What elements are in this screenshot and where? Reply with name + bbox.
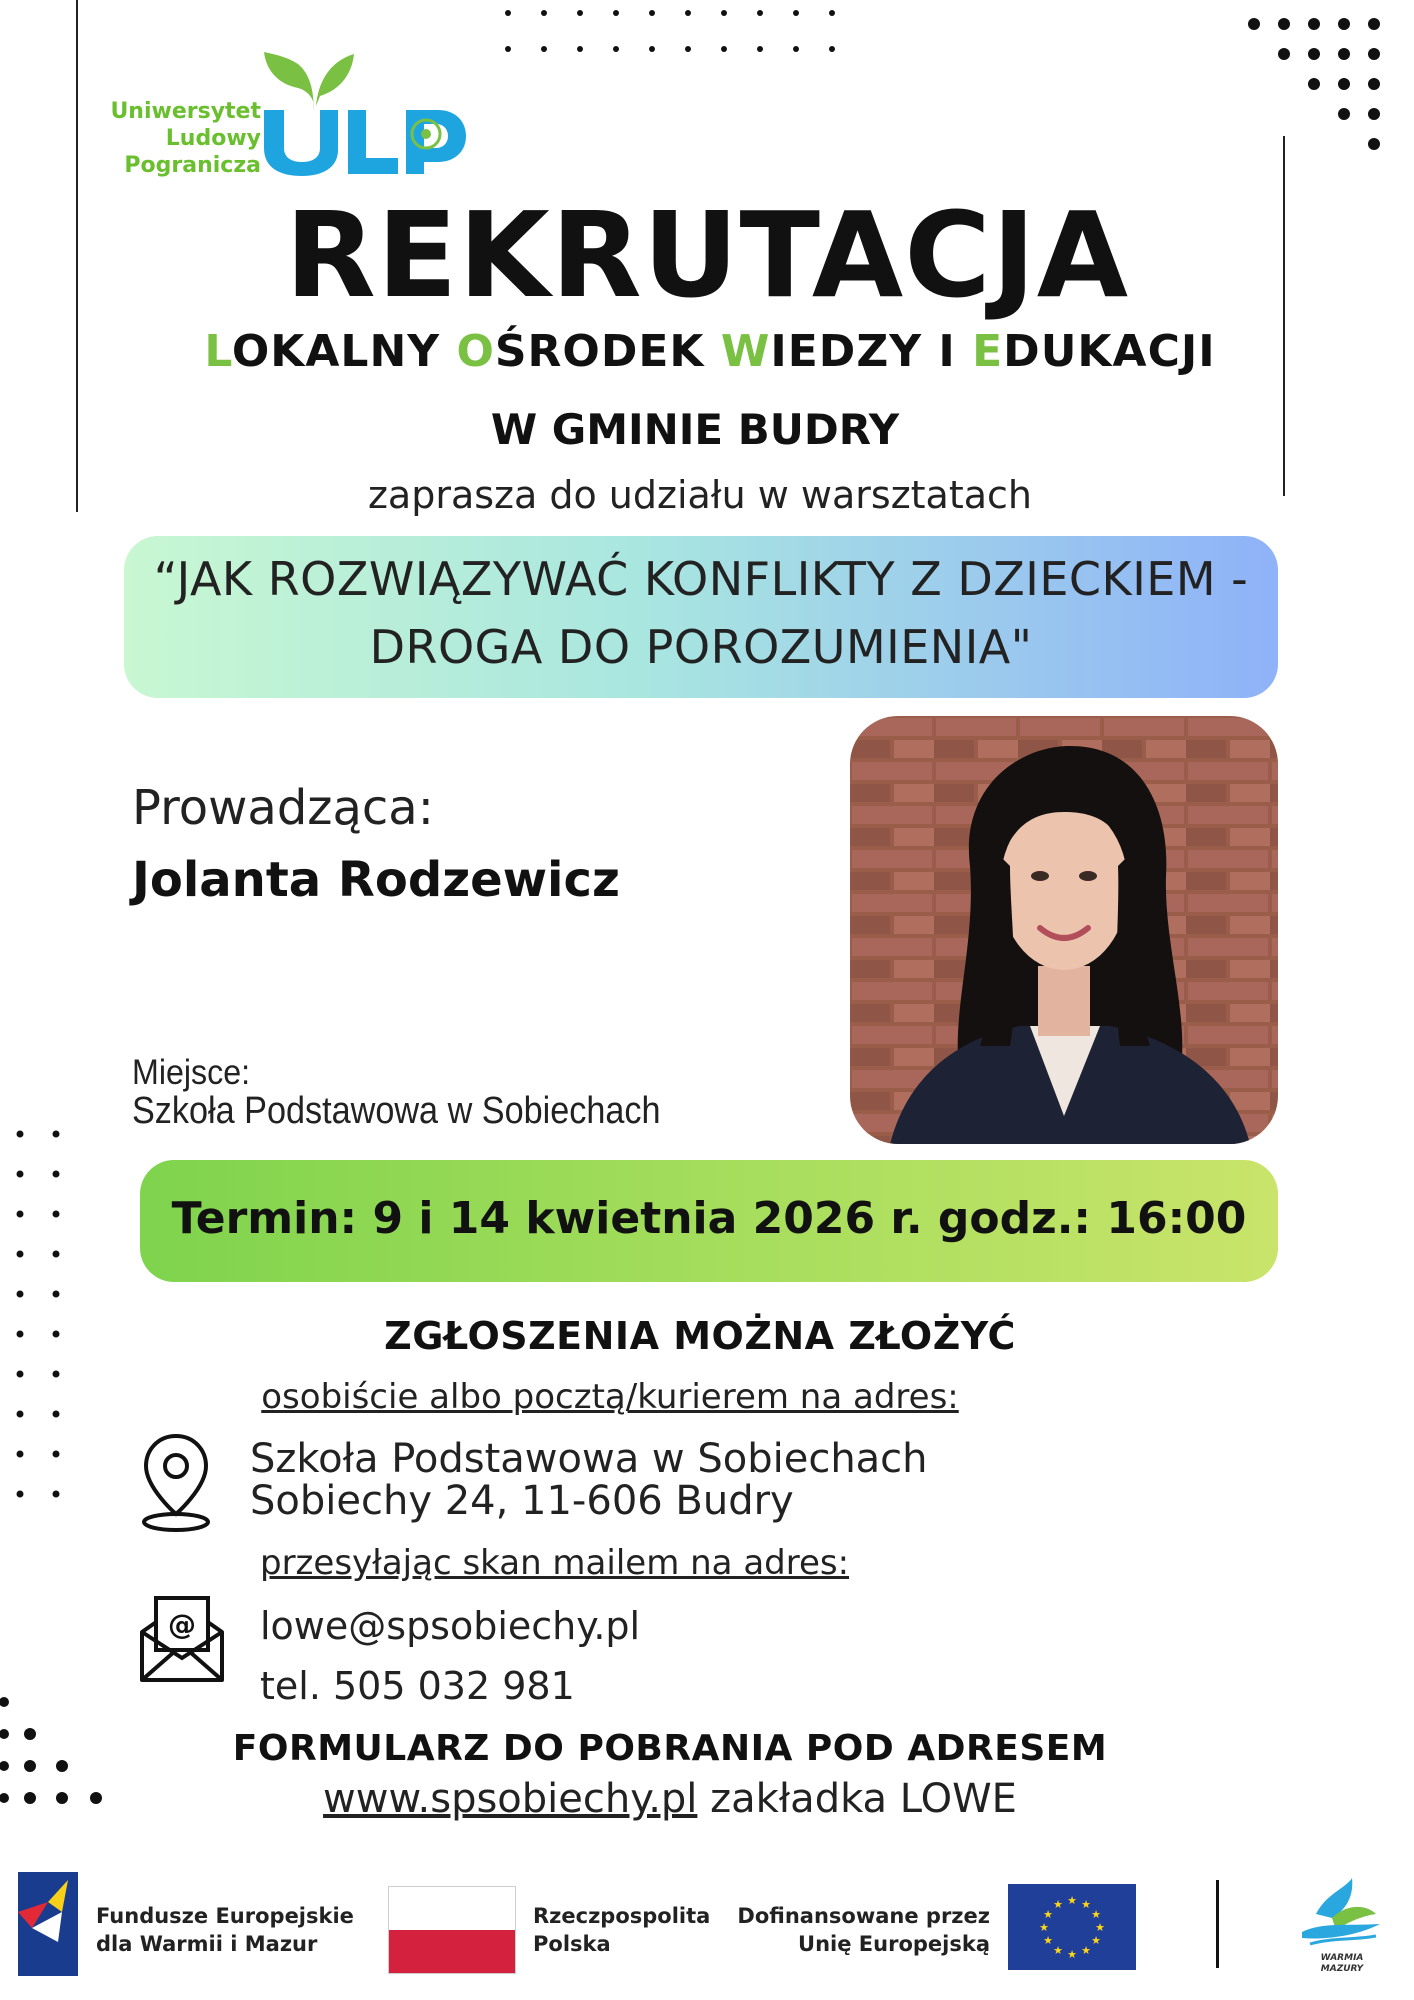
svg-text:★: ★ — [1091, 1908, 1101, 1921]
svg-text:MAZURY: MAZURY — [1320, 1964, 1364, 1974]
dot-pattern-top-right — [1240, 10, 1414, 180]
workshop-title-line-2: DROGA DO POROZUMIENIA" — [369, 620, 1033, 674]
dot-pattern-left — [10, 1126, 70, 1516]
address-line-1: Szkoła Podstawowa w Sobiechach — [250, 1436, 928, 1482]
svg-text:★: ★ — [1081, 1944, 1091, 1957]
form-url-suffix: zakładka LOWE — [697, 1776, 1017, 1822]
organization-name-part: IEDZY I — [770, 326, 973, 377]
applications-mode-email: przesyłając skan mailem na adres: — [260, 1543, 850, 1583]
form-url-link[interactable]: www.spsobiechy.pl — [323, 1776, 698, 1822]
workshop-title-line-1: “JAK ROZWIĄZYWAĆ KONFLIKTY Z DZIECKIEM - — [153, 552, 1249, 606]
organization-name-part: ŚRODEK — [494, 326, 721, 377]
page-title: REKRUTACJA — [284, 186, 1130, 324]
european-funds-logo-icon — [18, 1872, 78, 1976]
form-heading: FORMULARZ DO POBRANIA POD ADRESEM — [232, 1728, 1108, 1769]
place-value: Szkoła Podstawowa w Sobiechach — [132, 1090, 661, 1132]
svg-text:★: ★ — [1043, 1934, 1053, 1947]
lead-name: Jolanta Rodzewicz — [132, 852, 620, 908]
form-url-line — [160, 1776, 1180, 1822]
term-text: Termin: 9 i 14 kwietnia 2026 r. godz.: 16:00 — [171, 1193, 1247, 1244]
location-pin-icon — [136, 1430, 216, 1534]
place-label: Miejsce: — [132, 1053, 251, 1092]
eu-flag-icon — [1008, 1884, 1136, 1970]
svg-text:★: ★ — [1095, 1921, 1105, 1934]
svg-text:@: @ — [168, 1608, 196, 1641]
poland-line-2: Polska — [533, 1932, 611, 1956]
svg-text:★: ★ — [1067, 1948, 1077, 1961]
logo-line-2: Ludowy — [165, 126, 261, 151]
dot-pattern-top — [505, 10, 837, 52]
poland-text — [533, 1902, 710, 1958]
organization-name-part: E — [972, 326, 1004, 377]
lead-portrait-photo — [850, 716, 1278, 1144]
footer-divider — [1216, 1880, 1219, 1968]
invitation-text: zaprasza do udziału w warsztatach — [367, 473, 1033, 517]
organization-name — [160, 326, 1260, 377]
contact-email[interactable]: lowe@spsobiechy.pl — [260, 1604, 641, 1648]
organization-name-part: OKALNY — [231, 326, 457, 377]
organization-name-part: L — [204, 326, 232, 377]
eu-line-2: Unię Europejską — [798, 1932, 990, 1956]
organization-name-part: W — [720, 326, 771, 377]
municipality-name: W GMINIE BUDRY — [490, 405, 900, 454]
email-envelope-icon — [136, 1592, 228, 1686]
organization-name-part: O — [456, 326, 495, 377]
svg-text:★: ★ — [1043, 1908, 1053, 1921]
svg-text:★: ★ — [1053, 1944, 1063, 1957]
lead-label: Prowadząca: — [132, 780, 434, 836]
european-funds-line-2: dla Warmii i Mazur — [96, 1932, 318, 1956]
applications-heading: ZGŁOSZENIA MOŻNA ZŁOŻYĆ — [384, 1314, 1016, 1358]
address-line-2: Sobiechy 24, 11-606 Budry — [250, 1478, 794, 1524]
poland-line-1: Rzeczpospolita — [533, 1904, 711, 1928]
logo-line-1: Uniwersytet — [110, 99, 261, 124]
contact-phone: tel. 505 032 981 — [260, 1664, 575, 1708]
ulp-logo-icon — [258, 44, 468, 176]
eu-line-1: Dofinansowane przez — [737, 1904, 990, 1928]
eu-cofinanced-text — [700, 1902, 990, 1958]
organization-name-part: DUKACJI — [1003, 326, 1216, 377]
european-funds-text — [96, 1902, 354, 1958]
svg-text:WARMIA: WARMIA — [1320, 1953, 1364, 1963]
svg-text:★: ★ — [1067, 1894, 1077, 1907]
logo-line-3: Pogranicza — [124, 153, 261, 178]
applications-mode-postal: osobiście albo pocztą/kurierem na adres: — [261, 1377, 959, 1417]
logo-text — [96, 98, 261, 179]
dot-pattern-bottom-left — [0, 1690, 120, 1820]
poland-flag-icon — [388, 1886, 516, 1974]
warmia-mazury-logo-icon — [1296, 1874, 1388, 1974]
european-funds-line-1: Fundusze Europejskie — [96, 1904, 354, 1928]
svg-text:★: ★ — [1091, 1934, 1101, 1947]
svg-text:★: ★ — [1081, 1898, 1091, 1911]
svg-text:★: ★ — [1039, 1921, 1049, 1934]
svg-text:★: ★ — [1053, 1898, 1063, 1911]
